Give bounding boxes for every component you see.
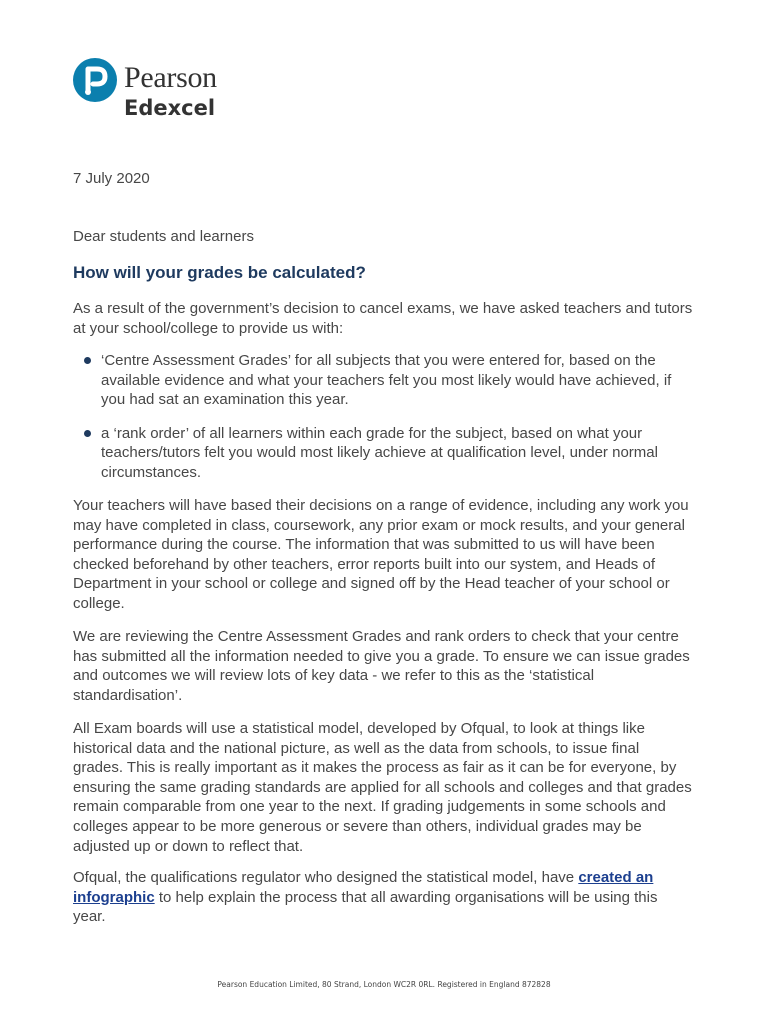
list-item-text: ‘Centre Assessment Grades’ for all subjects that you were entered for, based on the available evidence and what your teachers felt you most likely would have achieved, if you had sat an examination this year. (101, 352, 672, 409)
list-item (73, 351, 693, 410)
logo-brand: Pearson (124, 61, 217, 94)
bullet-dot-icon (84, 357, 91, 364)
pearson-edexcel-logo (73, 58, 217, 120)
pearson-p-icon (73, 58, 117, 102)
section-heading: How will your grades be calculated? (73, 263, 366, 282)
list-item (73, 424, 693, 483)
evidence-paragraph: Your teachers will have based their decisions on a range of evidence, including any work you may have completed in class, coursework, any prior exam or mock results, and your general performance during the course. The information that was submitted to us will have been checked beforehand by other teachers, error reports built into our system, and Heads of Department in your school or college and signed off by the Head teacher of your school or college. (73, 497, 689, 612)
list-item-text: a ‘rank order’ of all learners within each grade for the subject, based on what your teachers/tutors felt you would most likely achieve at qualification level, under normal circumstances. (101, 424, 658, 481)
bullet-list (73, 351, 693, 483)
bullet-dot-icon (84, 430, 91, 437)
footer-address: Pearson Education Limited, 80 Strand, London WC2R 0RL. Registered in England 872828 (217, 980, 551, 989)
model-paragraph: All Exam boards will use a statistical model, developed by Ofqual, to look at things like historical data and the national picture, as well as the data from schools, to issue final grades. This is really important as it makes the process as fair as it can be for everyone, by ensuring the same grading standards are applied for all schools and colleges and that grades remain comparable from one year to the next. If grading judgements in some schools and colleges appear to be more generous or severe than others, individual grades may be adjusted up or down to reflect that. (73, 720, 692, 855)
intro-paragraph: As a result of the government’s decision to cancel exams, we have asked teachers and tutors at your school/college to provide us with: (73, 300, 693, 337)
logo-wordmark (124, 58, 217, 120)
ofqual-text-after: to help explain the process that all awarding organisations will be using this year. (73, 888, 658, 926)
ofqual-text-before: Ofqual, the qualifications regulator who designed the statistical model, have (73, 869, 579, 886)
letter-date: 7 July 2020 (73, 170, 150, 187)
review-paragraph: We are reviewing the Centre Assessment Grades and rank orders to check that your centre has submitted all the information needed to give you a grade. To ensure we can issue grades and outcomes we will review lots of key data - we refer to this as the ‘statistical standardisation’. (73, 628, 690, 704)
ofqual-paragraph (73, 868, 693, 927)
infographic-link[interactable]: created an infographic (73, 869, 654, 906)
salutation: Dear students and learners (73, 228, 254, 245)
logo-product: Edexcel (124, 96, 216, 120)
